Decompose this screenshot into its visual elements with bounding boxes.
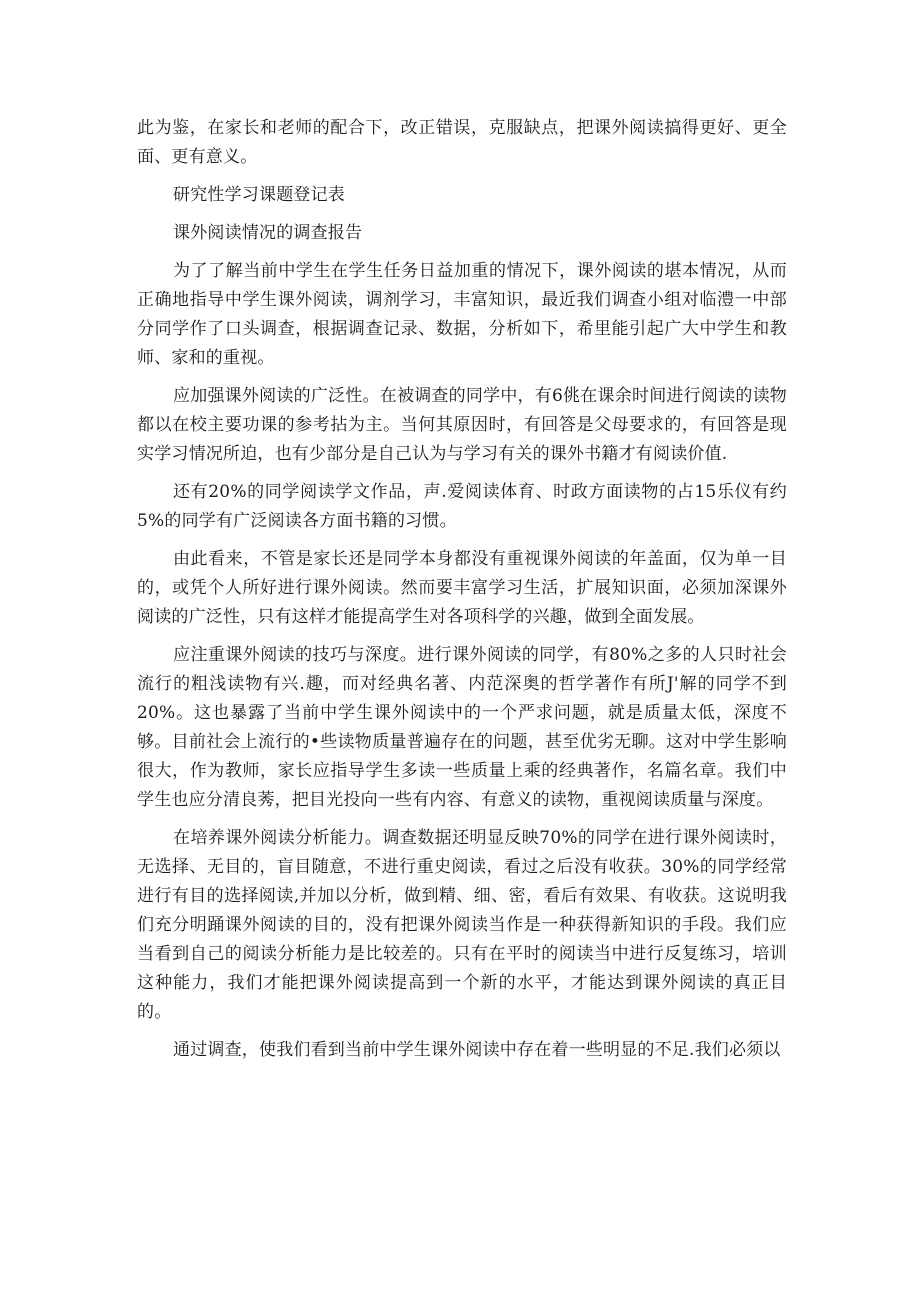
paragraph-breadth: 应加强课外阅读的广泛性。在被调查的同学中，有6佻在课余时间进行阅读的读物都以在校主要功课的参考拈为主。当何其原因时，有回答是父母要求的，有回答是现实学习情况所迫，也有少部分是自己认为与学习有关的课外书籍才有阅读价值. [137, 386, 787, 464]
paragraph-closing: 通过调查，使我们看到当前中学生课外阅读中存在着一些明显的不足.我们必须以 [173, 1040, 781, 1060]
paragraph-depth: 应注重课外阅读的技巧与深度。进行课外阅读的同学，有80%之多的人只时社会流行的粗浅读物有兴.趣，而对经典名著、内范深奥的哲学著作有所J'解的同学不到20%。这也暴露了当前中学生课外阅读中的一个严求问题，就是质量太低，深度不够。目前社会上流行的•些读物质量普遍存在的问题，甚至优劣无聊。这对中学生影响很大，作为教师，家长应指导学生多读一些质量上乘的经典著作，名篇名章。我们中学生也应分清良莠，把目光投向一些有内容、有意义的读物，重视阅读质量与深度。 [137, 645, 787, 810]
registration-form-title: 研究性学习课题登记表 [173, 185, 345, 205]
paragraph-introduction: 为了了解当前中学生在学生任务日益加重的情况下，课外阅读的堪本情况，从而正确地指导中学生课外阅读，调剂学习，丰富知识，最近我们调查小组对临澧一中部分同学作了口头调查，根据调查记录、数据，分析如下，希里能引起广大中学生和教师、家和的重视。 [137, 261, 787, 368]
paragraph-statistics: 还有20%的同学阅读学文作品，声.爱阅读体育、时政方面读物的占15乐仪有约5%的同学有广泛阅读各方面书籍的习惯。 [137, 482, 787, 531]
paragraph-analysis: 在培养课外阅读分析能力。调查数据还明显反映70%的同学在进行课外阅读时，无选择、无目的，盲目随意，不进行重史阅读，看过之后没有收获。30%的同学经常进行有目的选择阅读,并加以分析，做到精、细、密，看后有效果、有收获。这说明我们充分明踊课外阅读的目的，没有把课外阅读当作是一种获得新知识的手段。我们应当看到自己的阅读分析能力是比较差的。只有在平时的阅读当中进行反复练习，培训这种能力，我们才能把课外阅读提高到一个新的水平，才能达到课外阅读的真正目的。 [137, 828, 787, 1022]
document-body [137, 114, 787, 1074]
paragraph-conclusion-breadth: 由此看来，不管是家长还是同学本身都没有重视课外阅读的年盖面，仅为单一目的，或凭个人所好进行课外阅读。然而要丰富学习生活，扩展知识面，必须加深课外阅读的广泛性，只有这样才能提高学生对各项科学的兴趣，做到全面发展。 [137, 549, 787, 627]
paragraph-continuation: 此为鉴，在家长和老师的配合下，改正错误，克服缺点，把课外阅读搞得更好、更全面、更有意义。 [137, 118, 787, 167]
report-title: 课外阅读情况的调查报告 [173, 223, 363, 243]
